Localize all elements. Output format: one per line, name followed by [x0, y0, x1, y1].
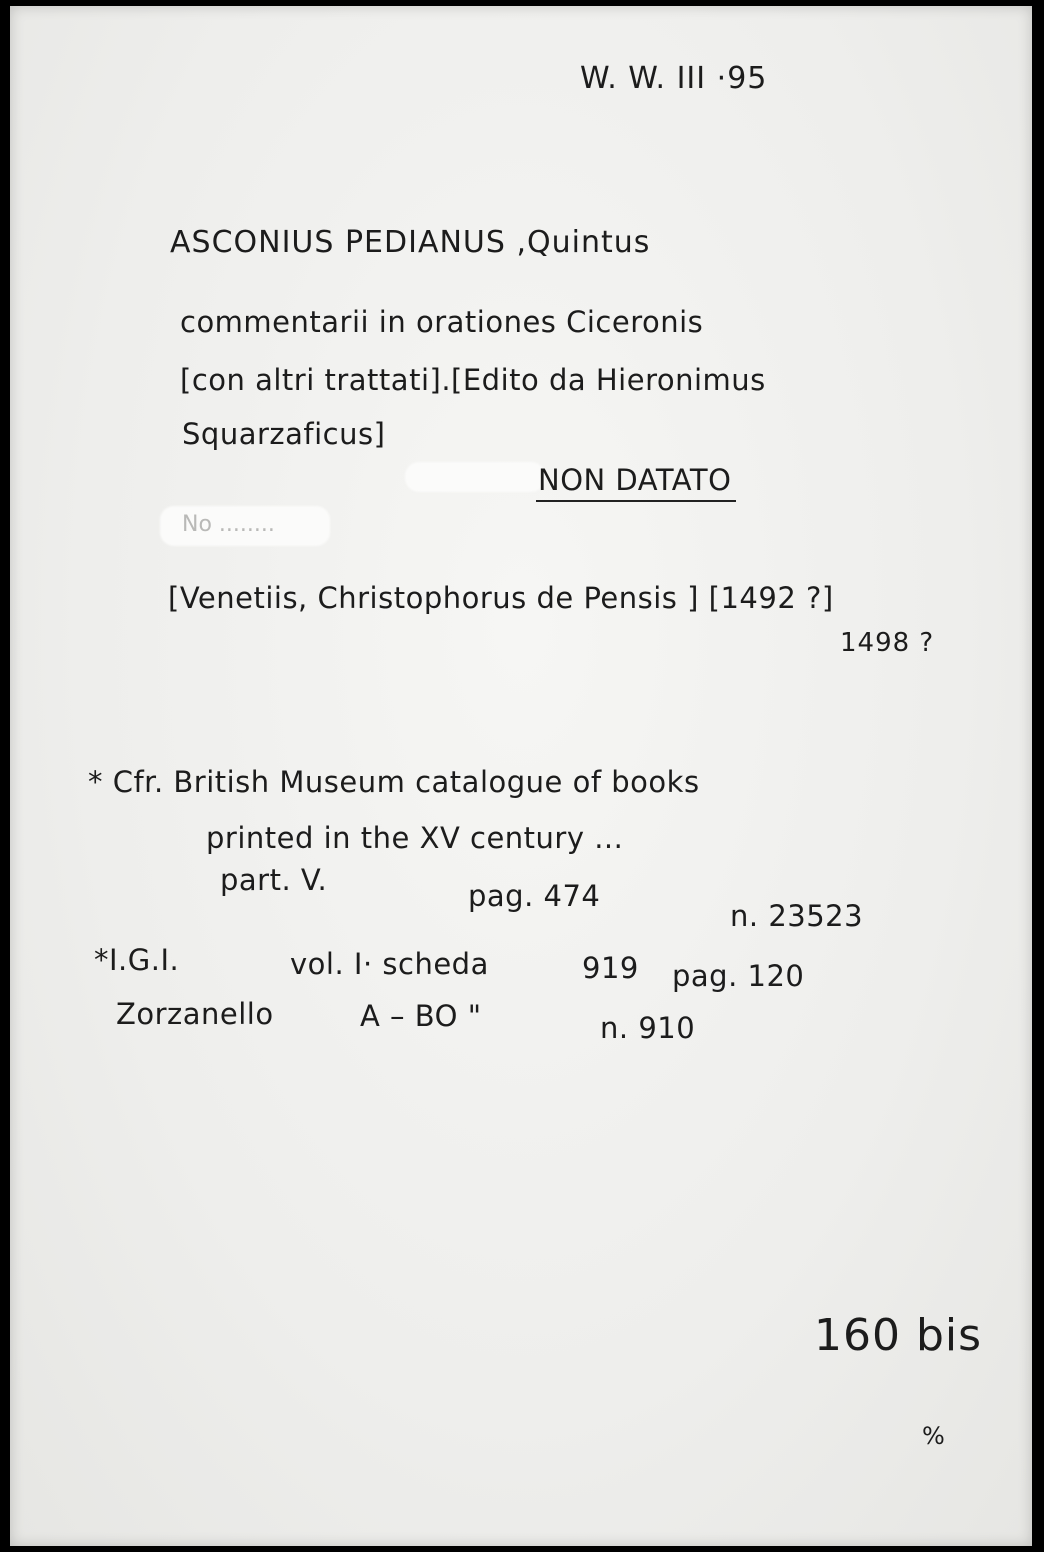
- card-number: 160 bis: [814, 1310, 983, 1361]
- shelfmark: W. W. III ·95: [580, 61, 768, 96]
- title-line-2: [con altri trattati].[Edito da Hieronimus: [180, 363, 766, 397]
- reference-bmc-number: n. 23523: [730, 899, 864, 933]
- reference-bmc-page: pag. 474: [468, 879, 601, 913]
- reference-bmc-line-1: * Cfr. British Museum catalogue of books: [88, 765, 700, 799]
- reference-zorzanello-number: n. 910: [600, 1011, 696, 1045]
- reference-igi-scheda: 919: [582, 951, 639, 985]
- title-line-1: commentarii in orationes Ciceronis: [180, 305, 704, 339]
- non-datato-underline: [536, 500, 736, 502]
- reference-igi-label: *I.G.I.: [94, 943, 180, 977]
- reference-bmc-line-2: printed in the XV century ...: [206, 821, 624, 855]
- corner-mark: %: [922, 1422, 945, 1450]
- imprint-alt-year: 1498 ?: [840, 628, 935, 658]
- reference-zorzanello: Zorzanello: [116, 997, 274, 1031]
- correction-fluid-1: [405, 462, 545, 492]
- imprint: [Venetiis, Christophorus de Pensis ] [1492 ?]: [168, 581, 834, 615]
- reference-igi-page: pag. 120: [672, 959, 805, 993]
- reverse-show-through-1: [230, 146, 238, 174]
- crossed-out-note: No ........: [182, 512, 275, 537]
- reference-zorzanello-range: A – BO ": [360, 999, 482, 1033]
- non-datato-label: NON DATATO: [538, 463, 732, 497]
- title-line-3: Squarzaficus]: [182, 417, 386, 451]
- catalogue-card: [10, 6, 1032, 1546]
- author-heading: ASCONIUS PEDIANUS ,Quintus: [170, 225, 651, 260]
- reference-bmc-part: part. V.: [220, 863, 328, 897]
- reference-igi-volume: vol. I· scheda: [290, 947, 489, 981]
